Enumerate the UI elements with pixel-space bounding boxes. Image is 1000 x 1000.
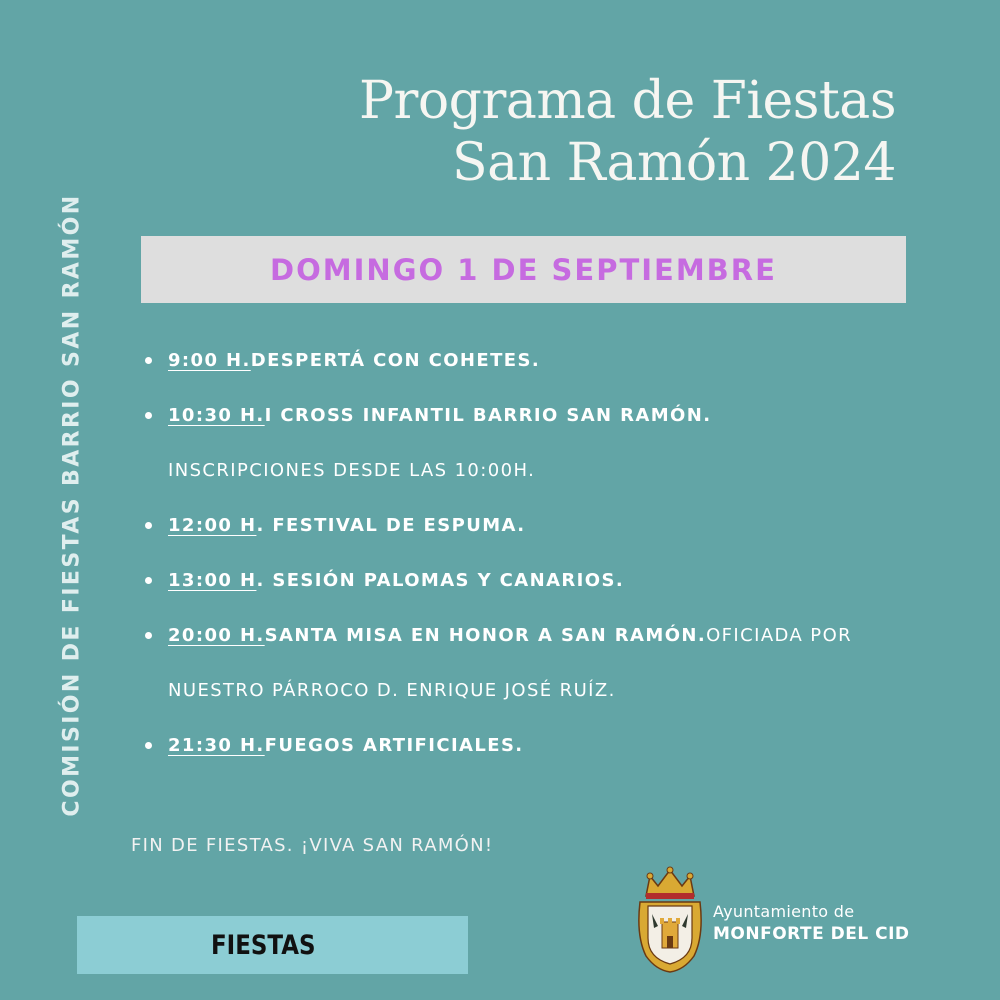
event-note: INSCRIPCIONES DESDE LAS 10:00H.	[168, 460, 536, 481]
title-line-2: San Ramón 2024	[452, 133, 896, 193]
list-item	[145, 498, 975, 553]
bullet-icon	[145, 357, 152, 364]
event-time: 20:00 H.	[168, 625, 265, 646]
event-title: I CROSS INFANTIL BARRIO SAN RAMÓN.	[264, 405, 712, 426]
event-title: SANTA MISA EN HONOR A SAN RAMÓN.	[264, 625, 707, 646]
bullet-icon	[145, 632, 152, 639]
event-time: 9:00 H.	[168, 350, 251, 371]
category-box	[77, 916, 468, 974]
event-time: 10:30 H.	[168, 405, 265, 426]
coat-of-arms-icon	[636, 866, 704, 976]
bullet-icon	[145, 742, 152, 749]
event-title: DESPERTÁ CON COHETES.	[250, 350, 541, 371]
event-title: . SESIÓN PALOMAS Y CANARIOS.	[256, 570, 625, 591]
page-title	[359, 70, 896, 194]
list-item	[145, 333, 975, 388]
list-item	[145, 388, 975, 443]
date-banner	[141, 236, 906, 303]
bullet-icon	[145, 577, 152, 584]
list-item-continuation	[145, 443, 975, 498]
closing-message: FIN DE FIESTAS. ¡VIVA SAN RAMÓN!	[131, 835, 494, 856]
date-heading: DOMINGO 1 DE SEPTIEMBRE	[270, 252, 777, 287]
event-title: . FESTIVAL DE ESPUMA.	[256, 515, 526, 536]
bullet-icon	[145, 412, 152, 419]
bullet-icon	[145, 522, 152, 529]
list-item	[145, 608, 975, 663]
event-time: 13:00 H	[168, 570, 257, 591]
title-line-1: Programa de Fiestas	[359, 71, 896, 131]
event-title: FUEGOS ARTIFICIALES.	[264, 735, 524, 756]
list-item-continuation	[145, 663, 975, 718]
event-time: 21:30 H.	[168, 735, 265, 756]
organization-logo-text	[713, 902, 910, 944]
list-item	[145, 553, 975, 608]
category-label: FIESTAS	[211, 929, 316, 961]
event-note: NUESTRO PÁRROCO D. ENRIQUE JOSÉ RUÍZ.	[168, 680, 616, 701]
organization-name: MONFORTE DEL CID	[713, 924, 910, 944]
schedule-list	[145, 333, 975, 773]
list-item	[145, 718, 975, 773]
event-time: 12:00 H	[168, 515, 257, 536]
vertical-committee-label: COMISIÓN DE FIESTAS BARRIO SAN RAMÓN	[59, 193, 85, 817]
organization-line-1: Ayuntamiento de	[713, 902, 855, 921]
event-detail: OFICIADA POR	[706, 625, 853, 646]
